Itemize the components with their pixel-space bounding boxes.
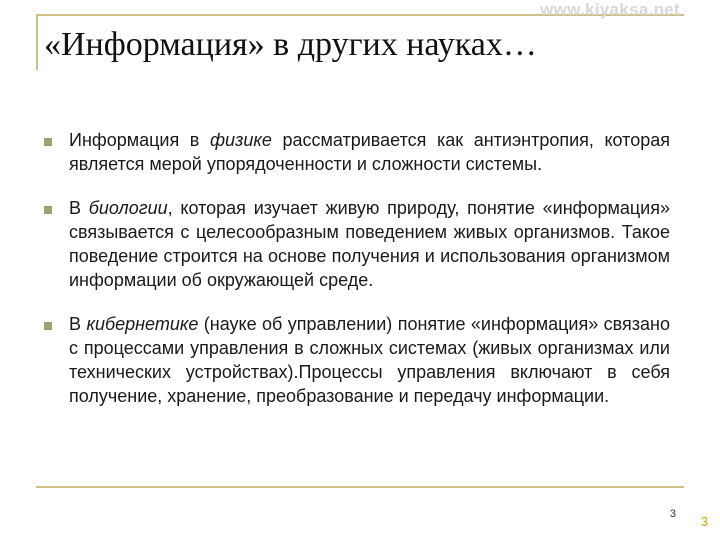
text-run: В	[69, 198, 89, 218]
text-run: Информация в	[69, 130, 210, 150]
square-bullet-icon	[44, 138, 52, 146]
square-bullet-icon	[44, 322, 52, 330]
left-rule	[36, 14, 38, 70]
square-bullet-icon	[44, 206, 52, 214]
bullet-item	[44, 312, 670, 408]
text-run: , которая изучает живую природу, понятие «информация» связывается с целесообразным поведением живых организмов. Такое поведение строится на основе получения и использования организмом информации об окружающей среде.	[69, 198, 670, 290]
watermark: www.kiyaksa.net	[540, 0, 680, 19]
page-number-accent: 3	[700, 514, 708, 529]
bullet-text	[69, 312, 670, 408]
italic-term: кибернетике	[86, 314, 199, 334]
italic-term: биологии	[88, 198, 168, 218]
text-run: (науке об управлении) понятие «информация» связано с процессами управления в сложных системах (живых организмах или технических устройствах).Процессы управления включают в себя получение, хранение, преобразование и передачу информации.	[69, 314, 670, 406]
bullet-list	[44, 128, 670, 428]
bullet-item	[44, 128, 670, 176]
bullet-text	[69, 196, 670, 292]
text-run: В	[69, 314, 87, 334]
text-run: рассматривается как антиэнтропия, которая является мерой упорядоченности и сложности системы.	[69, 130, 670, 174]
page-number: 3	[669, 508, 676, 520]
bottom-rule	[36, 486, 684, 488]
bullet-text	[69, 128, 670, 176]
italic-term: физике	[209, 130, 272, 150]
bullet-item	[44, 196, 670, 292]
slide-title: «Информация» в других науках…	[44, 26, 537, 63]
